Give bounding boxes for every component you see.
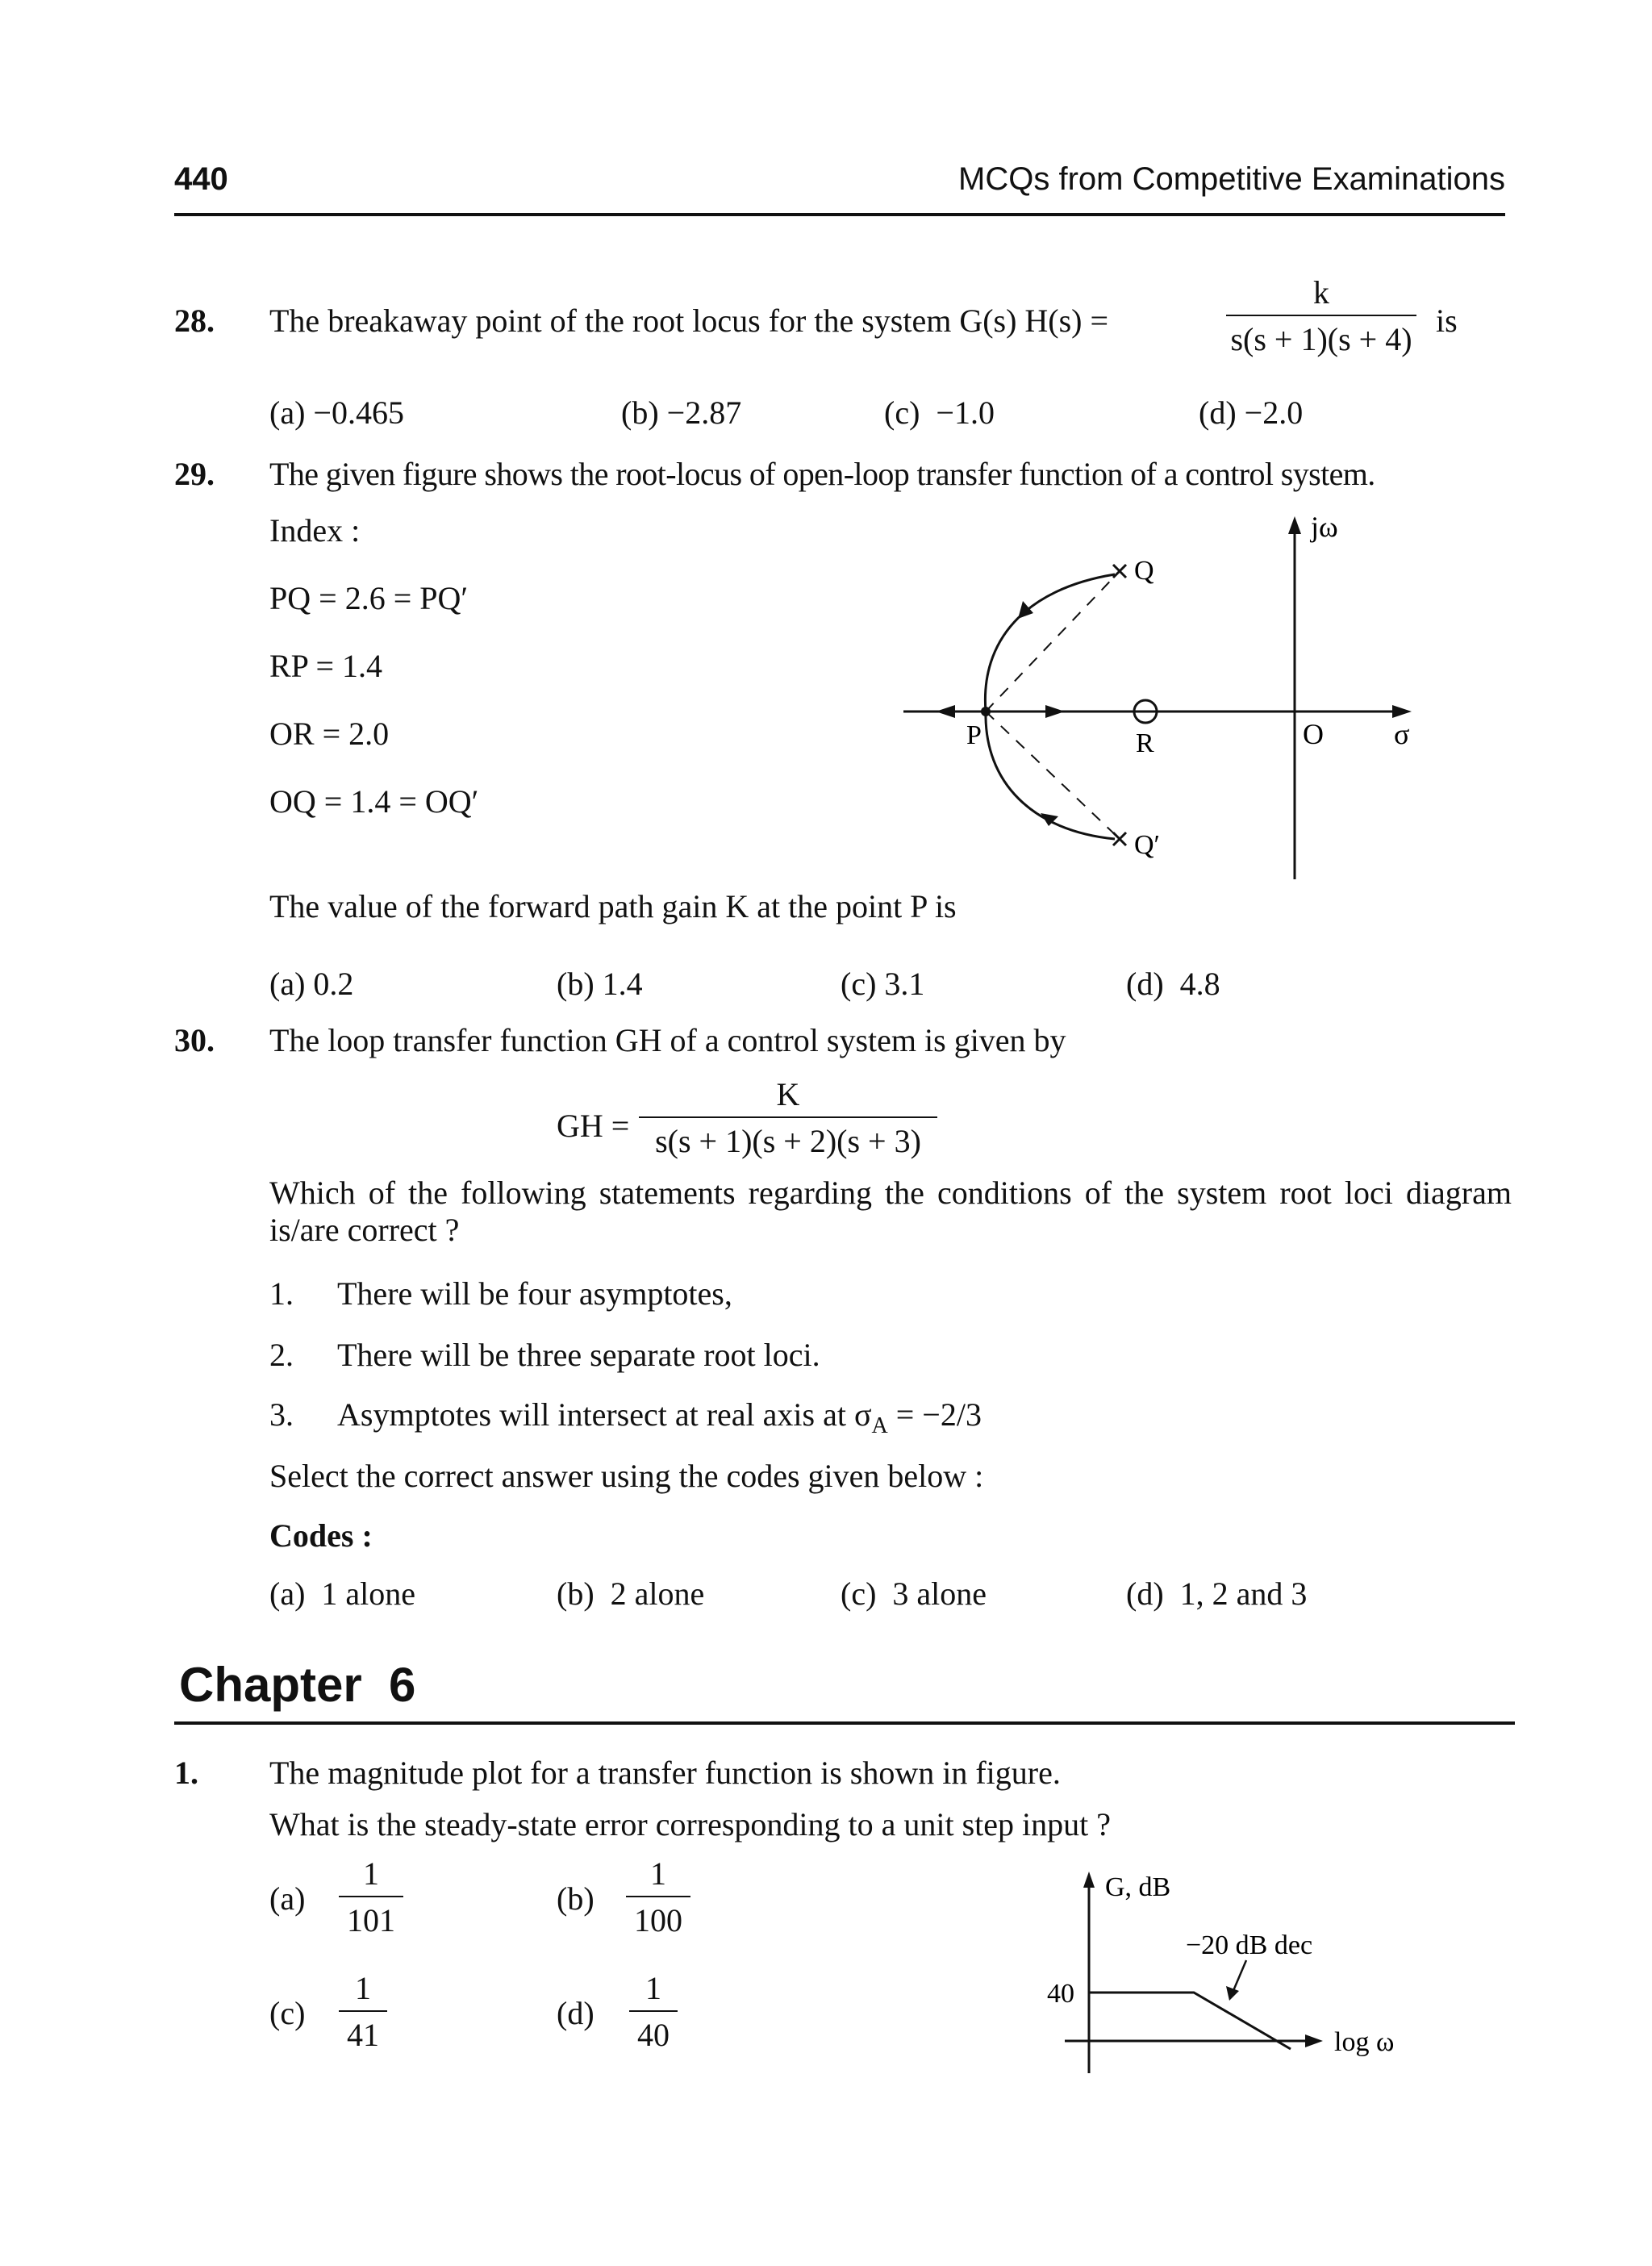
c6q1-option-a-label: (a) — [269, 1880, 306, 1917]
q28-frac-denominator: s(s + 1)(s + 4) — [1230, 321, 1412, 357]
label-Qp: Q′ — [1134, 830, 1160, 860]
q30-item-text: There will be three separate root loci. — [337, 1337, 820, 1373]
c6q1-option-b-label: (b) — [557, 1880, 594, 1917]
q30-codes-label: Codes : — [269, 1517, 373, 1554]
q28-number: 28. — [174, 303, 215, 339]
c6q1-option-c-fraction: 1 41 — [339, 1970, 387, 2054]
locus-arrow-left — [936, 705, 955, 718]
c6q1-option-b-fraction: 1 100 — [626, 1855, 690, 1939]
q30-fraction — [639, 1076, 937, 1160]
q30-option-a: (a) 1 alone — [269, 1575, 416, 1612]
q28-frac-numerator: k — [1313, 274, 1329, 311]
bode-slope-pointer-head — [1226, 1986, 1239, 2001]
q29-option-c: (c) 3.1 — [841, 966, 925, 1002]
c6q1-option-a-fraction: 1 101 — [339, 1855, 403, 1939]
q30-item-text: There will be four asymptotes, — [337, 1275, 732, 1312]
q29-text: The given figure shows the root-locus of open-loop transfer function of a control system. — [269, 456, 1375, 492]
locus-arrow-right — [1045, 705, 1065, 718]
bode-y-arrow — [1083, 1872, 1095, 1888]
origin-label: O — [1303, 718, 1324, 750]
bode-level-label: 40 — [1047, 1979, 1074, 2009]
q30-frac-denominator: s(s + 1)(s + 2)(s + 3) — [655, 1123, 921, 1159]
q30-number: 30. — [174, 1022, 215, 1058]
chapter-rule — [174, 1721, 1515, 1725]
page-number: 440 — [174, 161, 228, 197]
bode-x-arrow — [1305, 2034, 1323, 2047]
jw-axis-arrow — [1288, 516, 1301, 534]
q28-option-b: (b) −2.87 — [621, 394, 742, 431]
q29-index-item: RP = 1.4 — [269, 648, 382, 684]
jw-label: jω — [1311, 511, 1338, 543]
header-rule — [174, 213, 1505, 216]
q29-option-d: (d) 4.8 — [1126, 966, 1220, 1002]
q30-item-number: 3. — [269, 1396, 294, 1433]
c6q1-line2: What is the steady-state error corresponding to a unit step input ? — [269, 1806, 1112, 1842]
q30-frac-numerator: K — [776, 1076, 800, 1112]
upper-arc-arrow — [1018, 601, 1033, 619]
bode-slope-label: −20 dB dec — [1186, 1930, 1313, 1960]
q29-index-item: PQ = 2.6 = PQ′ — [269, 580, 469, 616]
chapter-heading: Chapter 6 — [179, 1658, 416, 1712]
q29-question: The value of the forward path gain K at the point P is — [269, 888, 957, 924]
q30-option-d: (d) 1, 2 and 3 — [1126, 1575, 1308, 1612]
bode-y-label: G, dB — [1105, 1872, 1171, 1902]
q30-statement: Which of the following statements regarding the conditions of the system root loci diagram is/are correct ? — [269, 1175, 1512, 1248]
c6q1-number: 1. — [174, 1755, 198, 1791]
q28-frac-bar — [1226, 315, 1416, 316]
q28-option-d: (d) −2.0 — [1199, 394, 1304, 431]
sigma-axis-arrow — [1392, 705, 1412, 718]
c6q1-option-d-fraction: 1 40 — [629, 1970, 678, 2054]
q28-option-a: (a) −0.465 — [269, 394, 404, 431]
q30-select: Select the correct answer using the codes given below : — [269, 1458, 984, 1494]
q30-text: The loop transfer function GH of a control system is given by — [269, 1022, 1066, 1058]
c6q1-option-c-label: (c) — [269, 1995, 306, 2031]
c6q1-line1: The magnitude plot for a transfer function is shown in figure. — [269, 1755, 1061, 1791]
q30-item-text: Asymptotes will intersect at real axis at $\sigma_A = -2/3$ — [337, 1396, 982, 1438]
q30-frac-bar — [639, 1116, 937, 1118]
q30-item-number: 1. — [269, 1275, 294, 1312]
label-Q: Q — [1134, 556, 1154, 586]
q29-option-a: (a) 0.2 — [269, 966, 354, 1002]
q28-text: The breakaway point of the root locus for the system G(s) H(s) = — [269, 303, 1109, 339]
q28-fraction — [1226, 274, 1416, 358]
q29-index-item: OQ = 1.4 = OQ′ — [269, 783, 479, 820]
bode-magnitude-figure — [1041, 1863, 1428, 2081]
label-P: P — [966, 720, 982, 750]
c6q1-option-d-label: (d) — [557, 1995, 594, 2031]
q29-index-item: OR = 2.0 — [269, 716, 390, 752]
q29-option-b: (b) 1.4 — [557, 966, 643, 1002]
q28-option-c: (c) −1.0 — [884, 394, 995, 431]
q30-gh-label: GH = — [557, 1108, 630, 1144]
q29-number: 29. — [174, 456, 215, 492]
q29-index-label: Index : — [269, 512, 361, 549]
sigma-label: σ — [1394, 718, 1410, 750]
root-locus-figure — [887, 500, 1452, 887]
label-R: R — [1136, 728, 1154, 758]
running-title: MCQs from Competitive Examinations — [958, 161, 1505, 197]
q30-option-b: (b) 2 alone — [557, 1575, 705, 1612]
q30-item-number: 2. — [269, 1337, 294, 1373]
bode-slope-pointer — [1233, 1960, 1246, 1993]
q30-option-c: (c) 3 alone — [841, 1575, 987, 1612]
q28-suffix: is — [1436, 303, 1458, 339]
bode-x-label: log ω — [1334, 2027, 1395, 2057]
